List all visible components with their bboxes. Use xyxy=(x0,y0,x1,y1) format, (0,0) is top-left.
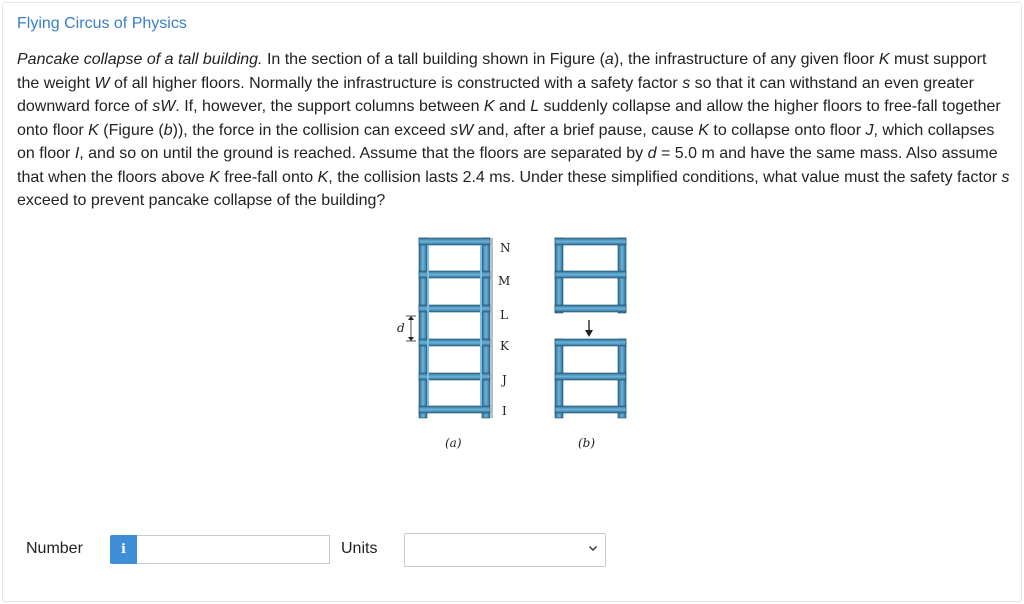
problem-text: and xyxy=(494,98,531,115)
floor-label-k: K xyxy=(500,339,509,353)
problem-variable: sW xyxy=(450,121,474,139)
problem-variable: a xyxy=(604,51,614,68)
problem-variable: K xyxy=(878,51,890,68)
units-select[interactable] xyxy=(404,533,606,567)
floor-j-b xyxy=(555,373,626,380)
problem-text: , which collapses on floor xyxy=(17,121,995,162)
problem-variable: J xyxy=(865,121,874,139)
problem-variable: s xyxy=(682,74,691,92)
problem-text: = 5.0 m and have the same mass. Also assume that when the floors above xyxy=(17,145,998,186)
floor-i xyxy=(419,406,490,413)
problem-text: so that it can withstand an even greater downward force of xyxy=(17,74,974,115)
problem-text: In the section of a tall building shown in Figure ( xyxy=(262,51,605,68)
column-right-a xyxy=(482,238,490,418)
number-input[interactable] xyxy=(137,535,330,564)
caption-a: (a) xyxy=(445,436,462,450)
problem-text: ), the infrastructure of any given floor xyxy=(613,51,879,68)
floor-m-b xyxy=(555,271,626,278)
floor-n-b xyxy=(555,238,626,245)
info-icon[interactable]: i xyxy=(110,535,137,564)
floor-label-i: I xyxy=(502,404,507,418)
problem-text: free-fall onto xyxy=(219,168,318,186)
units-label: Units xyxy=(341,540,378,557)
floor-k-b xyxy=(555,339,626,346)
problem-lead: Pancake collapse of a tall building. xyxy=(17,51,263,68)
problem-variable: I xyxy=(74,145,80,162)
floor-label-n: N xyxy=(500,241,511,255)
problem-text: and, after a brief pause, cause xyxy=(473,121,699,139)
problem-variable: W xyxy=(94,74,110,92)
problem-text: . If, however, the support columns between xyxy=(175,98,484,115)
d-arrow-up xyxy=(408,316,414,320)
problem-variable: K xyxy=(88,121,99,139)
d-arrow-down xyxy=(408,337,414,341)
floor-m xyxy=(419,271,490,278)
problem-variable: b xyxy=(163,121,173,139)
floor-i-b xyxy=(555,406,626,413)
problem-text: , the collision lasts 2.4 ms. Under these simplified conditions, what value must the safety factor xyxy=(328,168,1002,186)
floor-n xyxy=(419,238,490,245)
problem-text: , and so on until the ground is reached. Assume that the floors are separated by xyxy=(79,145,648,162)
problem-variable: d xyxy=(647,145,657,162)
column-left-a xyxy=(419,238,427,418)
d-label: d xyxy=(397,321,405,335)
problem-variable: s xyxy=(1001,168,1010,186)
fall-arrow-icon xyxy=(585,330,593,337)
problem-variable: K xyxy=(209,168,220,186)
problem-text: of all higher floors. Normally the infrastructure is constructed with a safety factor xyxy=(109,74,683,92)
column-inner-right-a xyxy=(480,245,482,406)
floor-l xyxy=(419,305,490,312)
problem-variable: K xyxy=(698,121,709,139)
floor-l-b xyxy=(555,305,626,312)
problem-variable: K xyxy=(483,98,495,115)
floor-label-l: L xyxy=(500,308,508,322)
column-inner-left-a xyxy=(427,245,429,406)
problem-text: to collapse onto floor xyxy=(708,121,866,139)
problem-text: exceed to prevent pancake collapse of the building? xyxy=(17,192,386,209)
figure-b xyxy=(555,238,626,450)
chevron-down-icon xyxy=(588,543,598,553)
problem-variable: sW xyxy=(152,98,176,115)
figure-a xyxy=(397,238,511,450)
question-title: Flying Circus of Physics xyxy=(17,15,187,32)
problem-text: must support the weight xyxy=(17,51,987,92)
caption-b: (b) xyxy=(578,436,596,450)
floor-j xyxy=(419,373,490,380)
problem-text: (Figure ( xyxy=(98,121,164,139)
floor-k xyxy=(419,339,490,346)
floor-label-j: J xyxy=(502,373,507,387)
problem-variable: L xyxy=(530,98,540,115)
problem-text: )), the force in the collision can exceed xyxy=(172,121,451,139)
problem-variable: K xyxy=(317,168,329,186)
floor-label-m: M xyxy=(498,274,511,288)
number-label: Number xyxy=(26,540,83,557)
problem-text: suddenly collapse and allow the higher floors to free-fall together onto floor xyxy=(17,98,1001,139)
